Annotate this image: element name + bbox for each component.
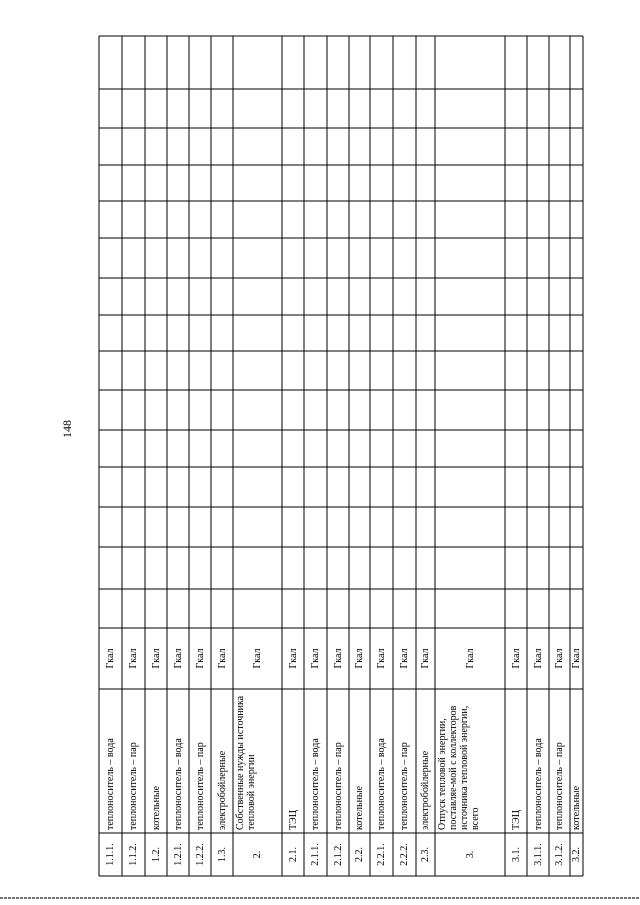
row-indicator-name: теплоноситель – вода — [172, 738, 184, 830]
row-unit: Гкал — [252, 648, 263, 669]
row-number: 2.2.1. — [376, 843, 387, 866]
row-unit: Гкал — [554, 648, 565, 669]
row-number: 2.2. — [354, 847, 365, 862]
row-number: 1.2.2. — [194, 843, 206, 866]
row-number: 2.1.2. — [332, 843, 344, 866]
row-indicator-name: Собственные нужды источника тепловой энергии — [235, 695, 257, 830]
row-number: 1.2.1. — [172, 843, 184, 866]
row-number: 3.1. — [510, 847, 522, 862]
row-unit: Гкал — [287, 648, 299, 669]
row-indicator-name: теплоноситель – вода — [376, 738, 387, 830]
row-number: 2.1. — [287, 847, 299, 862]
row-indicator-name: ТЭЦ — [510, 810, 522, 830]
scan-edge-line — [0, 897, 640, 899]
row-indicator-name: теплоноситель – вода — [532, 738, 544, 830]
row-unit: Гкал — [510, 648, 522, 669]
row-indicator-name: котельные — [354, 785, 365, 830]
row-indicator-name: теплоноситель – пар — [399, 742, 410, 830]
row-number: 3.1.2. — [554, 843, 565, 866]
row-unit: Гкал — [128, 648, 139, 669]
row-unit: Гкал — [332, 648, 344, 669]
row-number: 2. — [252, 850, 263, 859]
row-number: 1.3. — [216, 847, 228, 862]
row-number: 3.1.1. — [532, 843, 544, 866]
row-number: 1.2. — [150, 847, 162, 862]
row-unit: Гкал — [376, 648, 387, 669]
row-indicator-name: теплоноситель – пар — [128, 742, 139, 830]
row-number: 2.2.2. — [399, 843, 410, 866]
row-unit: Гкал — [216, 648, 228, 669]
page-number: 148 — [60, 420, 74, 438]
row-indicator-name: котельные — [150, 785, 162, 830]
row-indicator-name: теплоноситель – вода — [105, 738, 116, 830]
row-unit: Гкал — [310, 648, 321, 669]
row-indicator-name: ТЭЦ — [287, 810, 299, 830]
row-number: 3. — [464, 850, 476, 859]
row-indicator-name: теплоноситель – вода — [310, 738, 321, 830]
row-indicator-name: теплоноситель – пар — [194, 742, 206, 830]
row-unit: Гкал — [571, 648, 582, 669]
row-indicator-name: теплоноситель – пар — [332, 742, 344, 830]
row-unit: Гкал — [399, 648, 410, 669]
row-unit: Гкал — [464, 648, 476, 669]
row-unit: Гкал — [194, 648, 206, 669]
row-unit: Гкал — [420, 648, 431, 669]
row-indicator-name: Отпуск тепловой энергии, поставляе-мой с коллекторов источника тепловой энергии, всего — [437, 705, 481, 830]
row-number: 2.1.1. — [310, 843, 321, 866]
row-number: 2.3. — [420, 847, 431, 862]
row-indicator-name: котельные — [571, 785, 582, 830]
data-table — [99, 36, 583, 876]
row-number: 3.2. — [571, 847, 582, 862]
row-indicator-name: электробойлерные — [420, 750, 431, 830]
row-number: 1.1.1. — [105, 843, 116, 866]
row-unit: Гкал — [172, 648, 184, 669]
row-unit: Гкал — [150, 648, 162, 669]
row-unit: Гкал — [105, 648, 116, 669]
row-unit: Гкал — [354, 648, 365, 669]
row-number: 1.1.2. — [128, 843, 139, 866]
row-indicator-name: теплоноситель – пар — [554, 742, 565, 830]
row-unit: Гкал — [532, 648, 544, 669]
row-indicator-name: электробойлерные — [216, 750, 228, 830]
